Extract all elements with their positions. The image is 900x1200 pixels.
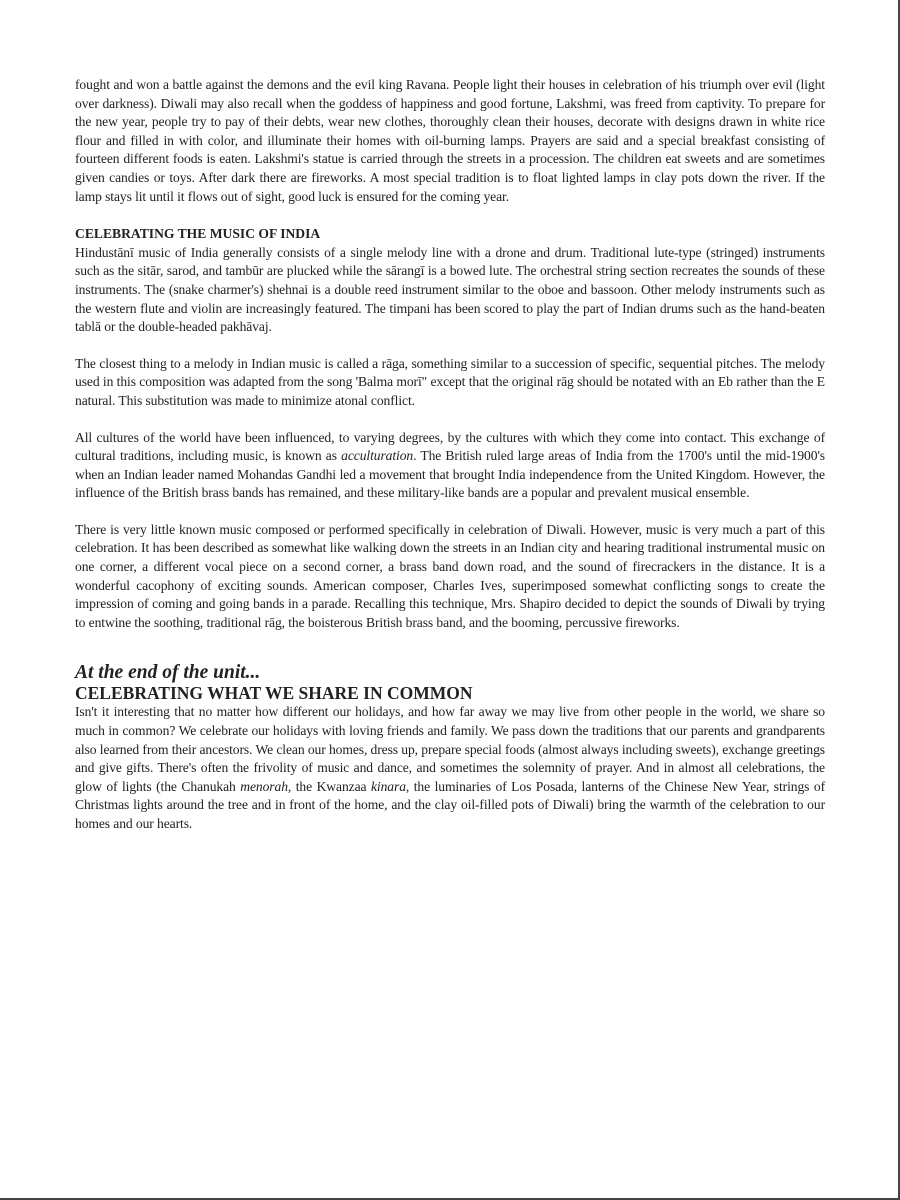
heading-music-of-india: CELEBRATING THE MUSIC OF INDIA — [75, 226, 321, 242]
heading-share-in-common: CELEBRATING WHAT WE SHARE IN COMMON — [75, 683, 473, 704]
paragraph-hindustani-music: Hindustānī music of India generally consists of a single melody line with a drone and drum. Traditional lute-type (stringed) instruments such as the sitār, sarod, and tambūr are plucked while the sārangī is a bowed lute. The orchestral string section recreates the sounds of these instruments. The (snake charmer's) shehnai is a double reed instrument similar to the oboe and bassoon. Other melody instruments such as the western flute and violin are increasingly featured. The timpani has been scored to play the part of Indian drums such as the hand-beaten tablā or the double-headed pakhāvaj. — [75, 244, 825, 335]
heading-end-of-unit: At the end of the unit... — [75, 662, 261, 684]
paragraph-share-in-common — [75, 703, 825, 833]
text-span: . The British ruled large areas of India from the 1700's until the mid-1900's when an Indian leader named Mohandas Gandhi led a movement that brought India independence from the United Kingdom. However, the influence of the British brass bands has remained, and these military-like bands are a popular and prevalent musical ensemble. — [75, 448, 825, 501]
emphasis-acculturation: acculturation — [341, 448, 414, 464]
text-span: Isn't it interesting that no matter how different our holidays, and how far away we may live from other people in the world, we share so much in common? We celebrate our holidays with loving friends and family. We pass down the traditions that our parents and grandparents also learned from their ancestors. We clean our homes, dress up, prepare special foods (almost always including sweets), exchange greetings and give gifts. There's often the frivolity of music and dance, and sometimes the solemnity of prayer. And in almost all celebrations, the glow of lights (the Chanukah — [75, 704, 825, 794]
paragraph-raga: The closest thing to a melody in Indian music is called a rāga, something similar to a succession of specific, sequential pitches. The melody used in this composition was adapted from the song 'Balma morī" except that the original rāg should be notated with an Eb rather than the E natural. This substitution was made to minimize atonal conflict. — [75, 355, 825, 408]
emphasis-menorah: menorah — [240, 778, 288, 794]
paragraph-diwali-music: There is very little known music composed or performed specifically in celebration of Diwali. However, music is very much a part of this celebration. It has been described as somewhat like walking down the streets in an Indian city and hearing traditional instrumental music on one corner, a different vocal piece on a second corner, a brass band down road, and the sound of firecrackers in the distance. It is a wonderful cacophony of exciting sounds. American composer, Charles Ives, superimposed somewhat conflicting songs to create the impression of coming and going bands in a parade. Recalling this technique, Mrs. Shapiro decided to depict the sounds of Diwali by trying to entwine the soothing, traditional rāg, the boisterous British brass band, and the booming, percussive fireworks. — [75, 521, 825, 630]
page-content — [75, 76, 825, 834]
text-span: All cultures of the world have been influenced, to varying degrees, by the cultures with which they come into contact. This exchange of cultural traditions, including music, is known as — [75, 429, 825, 464]
text-span: , the luminaries of Los Posada, lanterns of the Chinese New Year, strings of Christmas lights around the tree and in front of the home, and the clay oil-filled pots of Diwali) bring the warmth of the celebration to our homes and our hearts. — [75, 778, 825, 831]
paragraph-diwali-traditions: fought and won a battle against the demons and the evil king Ravana. People light their houses in celebration of his triumph over evil (light over darkness). Diwali may also recall when the goddess of happiness and good fortune, Lakshmi, was freed from captivity. To prepare for the new year, people try to pay of their debts, wear new clothes, thoroughly clean their houses, decorate with designs drawn in white rice flour and filled in with color, and illuminate their homes with oil-burning lamps. Prayers are said and a special breakfast consisting of fourteen different foods is eaten. Lakshmi's statue is carried through the streets in a procession. The children eat sweets and are sometimes given candies or toys. After dark there are fireworks. A most special tradition is to float lighted lamps in clay pots down the river. If the lamp stays lit until it flows out of sight, good luck is ensured for the coming year. — [75, 77, 825, 204]
text-span: , the Kwanzaa — [287, 778, 371, 794]
paragraph-acculturation — [75, 429, 825, 503]
emphasis-kinara: kinara — [371, 778, 406, 794]
